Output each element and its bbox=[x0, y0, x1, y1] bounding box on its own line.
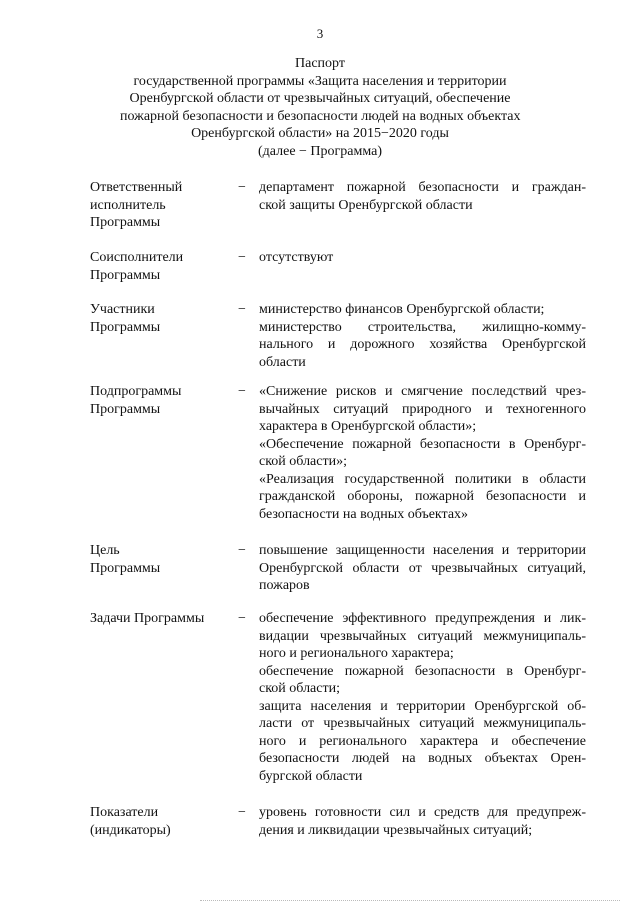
content-line: «Реализация государственной политики в области bbox=[259, 471, 586, 487]
row-dash: − bbox=[238, 805, 246, 820]
label-line: (индикаторы) bbox=[90, 822, 171, 838]
label-line: Показатели bbox=[90, 805, 159, 820]
row-label bbox=[90, 542, 230, 577]
content-line: ласти от чрезвычайных ситуаций межмуниципаль- bbox=[259, 716, 586, 731]
document-title bbox=[120, 55, 520, 160]
page-number: 3 bbox=[316, 26, 324, 41]
row-label bbox=[90, 383, 230, 418]
content-line: ного и регионального характера и обеспечение bbox=[259, 733, 586, 749]
label-line: Ответственный bbox=[90, 180, 183, 195]
content-line: отсутствуют bbox=[259, 250, 334, 265]
content-line: «Снижение рисков и смягчение последствий чрез- bbox=[259, 384, 586, 399]
row-content bbox=[259, 249, 586, 267]
title-line: государственной программы «Защита населения и территории bbox=[133, 73, 507, 89]
content-line: повышение защищенности населения и территории bbox=[259, 543, 586, 558]
row-dash: − bbox=[238, 543, 246, 558]
scan-edge-artifact bbox=[200, 900, 620, 902]
content-line: характера в Оренбургской области»; bbox=[259, 419, 477, 434]
row-content bbox=[259, 542, 586, 595]
content-line: бургской области bbox=[259, 768, 363, 784]
row-content bbox=[259, 383, 586, 523]
label-line: Подпрограммы bbox=[90, 384, 182, 399]
content-line: обеспечение эффективного предупреждения и лик- bbox=[259, 611, 586, 626]
content-line: гражданской обороны, пожарной безопасности и bbox=[259, 489, 586, 504]
content-line: министерство строительства, жилищно-комму- bbox=[259, 319, 586, 335]
row-label bbox=[90, 610, 230, 628]
content-line: обеспечение пожарной безопасности в Оренбург- bbox=[259, 663, 586, 679]
row-label bbox=[90, 301, 230, 336]
content-line: департамент пожарной безопасности и граждан- bbox=[259, 180, 586, 195]
content-line: ного и регионального характера; bbox=[259, 646, 454, 661]
content-line: уровень готовности сил и средств для предупреж- bbox=[259, 805, 586, 820]
content-line: «Обеспечение пожарной безопасности в Оренбург- bbox=[259, 436, 586, 452]
content-line: безопасности людей на водных объектах Орен- bbox=[259, 751, 586, 766]
row-content bbox=[259, 610, 586, 785]
row-content bbox=[259, 804, 586, 839]
row-dash: − bbox=[238, 302, 246, 317]
content-line: нального и дорожного хозяйства Оренбургской bbox=[259, 337, 586, 352]
content-line: дения и ликвидации чрезвычайных ситуаций; bbox=[259, 822, 533, 838]
label-line: Участники bbox=[90, 302, 155, 317]
title-line: пожарной безопасности и безопасности людей на водных объектах bbox=[120, 108, 521, 124]
label-line: Программы bbox=[90, 215, 161, 230]
content-line: вычайных ситуаций природного и техногенного bbox=[259, 401, 586, 417]
content-line: ской области; bbox=[259, 681, 340, 696]
content-line: безопасности на водных объектах» bbox=[259, 506, 469, 522]
content-line: ской защиты Оренбургской области bbox=[259, 197, 473, 213]
content-line: защита населения и территории Оренбургской об- bbox=[259, 698, 586, 714]
content-line: пожаров bbox=[259, 578, 310, 593]
row-label bbox=[90, 249, 230, 284]
title-subtitle: (далее − Программа) bbox=[258, 143, 382, 159]
title-line: Оренбургской области» на 2015−2020 годы bbox=[191, 126, 449, 141]
label-line: Программы bbox=[90, 319, 161, 335]
label-line: Соисполнители bbox=[90, 250, 184, 265]
label-line: исполнитель bbox=[90, 197, 166, 213]
row-content bbox=[259, 301, 586, 371]
row-dash: − bbox=[238, 611, 246, 626]
content-line: видации чрезвычайных ситуаций межмуниципаль- bbox=[259, 628, 586, 644]
content-line: министерство финансов Оренбургской области; bbox=[259, 302, 545, 317]
row-dash: − bbox=[238, 384, 246, 399]
label-line: Программы bbox=[90, 401, 161, 417]
content-line: ской области»; bbox=[259, 454, 347, 469]
row-label bbox=[90, 804, 230, 839]
title-heading: Паспорт bbox=[295, 56, 345, 71]
label-line: Программы bbox=[90, 267, 161, 283]
content-line: области bbox=[259, 354, 306, 370]
row-dash: − bbox=[238, 250, 246, 265]
label-line: Цель bbox=[90, 543, 120, 558]
label-line: Программы bbox=[90, 560, 161, 576]
row-dash: − bbox=[238, 180, 246, 195]
label-line: Задачи Программы bbox=[90, 611, 205, 626]
content-line: Оренбургской области от чрезвычайных ситуаций, bbox=[259, 560, 586, 576]
row-label bbox=[90, 179, 230, 232]
title-line: Оренбургской области от чрезвычайных ситуаций, обеспечение bbox=[129, 91, 511, 106]
row-content bbox=[259, 179, 586, 214]
